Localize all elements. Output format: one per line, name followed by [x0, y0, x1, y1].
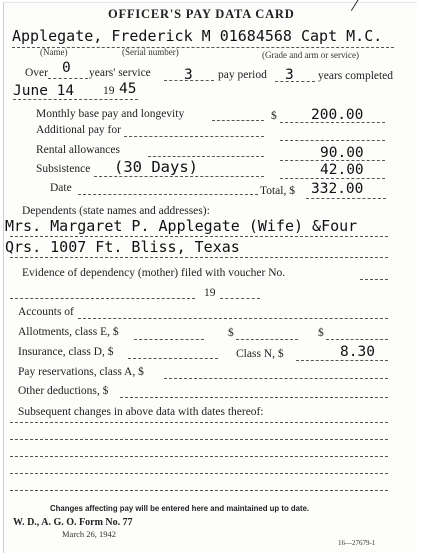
- years-completed-label: years completed: [318, 70, 394, 82]
- base-pay-label: Monthly base pay and longevity: [36, 108, 185, 120]
- date-century: 19: [103, 85, 115, 97]
- date-month-day: June 14: [13, 83, 75, 99]
- subsistence-value: 42.00: [320, 162, 364, 178]
- base-pay-value: 200.00: [311, 107, 364, 123]
- base-pay-dots: [212, 120, 264, 121]
- footer-notice: Changes affecting pay will be entered here and maintained up to date.: [50, 504, 310, 513]
- date-rule: [13, 99, 138, 100]
- officer-typed-line: Applegate, Frederick M 01684568 Capt M.C.: [12, 27, 383, 45]
- officer-line-rule: [12, 47, 394, 48]
- evidence-label: Evidence of dependency (mother) filed with voucher No.: [22, 267, 286, 279]
- pay-period-label: pay period: [218, 69, 267, 81]
- subsistence-label: Subsistence: [36, 163, 91, 175]
- grade-caption: (Grade and arm or service): [262, 50, 359, 60]
- years-service-rule: [164, 80, 214, 81]
- rental-label: Rental allowances: [36, 144, 120, 156]
- insurance-label: Insurance, class D, $: [18, 346, 114, 358]
- evidence-voucher-rule: [360, 279, 388, 280]
- pay-period-rule: [275, 81, 315, 82]
- date-year: 45: [119, 81, 137, 97]
- blank-rule-4: [10, 473, 388, 474]
- total-value: 332.00: [311, 181, 364, 197]
- other-deductions-label: Other deductions, $: [18, 385, 109, 397]
- evidence-year-rule: [220, 298, 260, 299]
- allotments-rule-3: [326, 339, 388, 340]
- class-n-value: 8.30: [340, 344, 375, 360]
- other-deductions-rule: [120, 397, 388, 398]
- over-rule: [48, 78, 88, 79]
- allotments-rule-2: [236, 339, 298, 340]
- accounts-rule: [78, 318, 388, 319]
- class-n-rule: [296, 360, 388, 361]
- evidence-year-prefix: 19: [204, 287, 216, 299]
- rental-value: 90.00: [320, 145, 364, 161]
- pay-reservations-rule: [164, 378, 388, 379]
- total-rule: [306, 198, 386, 199]
- insurance-rule: [128, 358, 218, 359]
- form-title: OFFICER'S PAY DATA CARD: [108, 7, 295, 21]
- over-label: Over: [25, 67, 48, 79]
- years-service-value: 3: [184, 67, 193, 83]
- rental-rule: [280, 160, 385, 161]
- blank-rule-1: [10, 422, 388, 423]
- blank-rule-3: [10, 456, 388, 457]
- subsistence-note: (30 Days): [114, 158, 198, 176]
- over-value: 0: [62, 60, 71, 76]
- base-pay-dollar: $: [271, 110, 277, 122]
- pay-period-value: 3: [285, 67, 294, 83]
- date-dots: [78, 194, 258, 195]
- allotments-dollar-3: $: [318, 327, 324, 339]
- dependents-line-1: Mrs. Margaret P. Applegate (Wife) &Four: [5, 217, 358, 235]
- additional-pay-rule: [280, 140, 385, 141]
- allotments-rule-1: [134, 339, 204, 340]
- dependents-rule-1: [10, 236, 388, 237]
- date-label: Date: [50, 182, 72, 194]
- allotments-label: Allotments, class E, $: [18, 326, 119, 338]
- dependents-label: Dependents (state names and addresses):: [22, 205, 210, 217]
- dependents-rule-2: [10, 257, 388, 258]
- name-caption: (Name): [40, 47, 68, 57]
- form-date: March 26, 1942: [62, 529, 117, 539]
- accounts-label: Accounts of: [18, 306, 74, 318]
- rental-dots: [148, 156, 264, 157]
- subsistence-rule: [280, 178, 385, 179]
- blank-rule-5: [10, 490, 388, 491]
- subsistence-dots: [94, 176, 264, 177]
- years-service-label: years' service: [89, 67, 151, 79]
- total-label: Total, $: [260, 185, 295, 197]
- pay-reservations-label: Pay reservations, class A, $: [18, 366, 144, 378]
- form-number: W. D., A. G. O. Form No. 77: [13, 517, 133, 528]
- serial-caption: (Serial number): [122, 47, 179, 57]
- class-n-label: Class N, $: [236, 348, 284, 360]
- allotments-dollar-2: $: [228, 327, 234, 339]
- evidence-date-rule: [10, 298, 195, 299]
- dependents-line-2: Qrs. 1007 Ft. Bliss, Texas: [5, 238, 240, 256]
- blank-rule-2: [10, 439, 388, 440]
- additional-pay-label: Additional pay for: [36, 124, 121, 136]
- base-pay-rule: [280, 122, 385, 123]
- additional-pay-dots: [124, 136, 264, 137]
- print-code: 16—27679-1: [338, 539, 376, 547]
- subsequent-changes-label: Subsequent changes in above data with dates thereof:: [18, 406, 264, 418]
